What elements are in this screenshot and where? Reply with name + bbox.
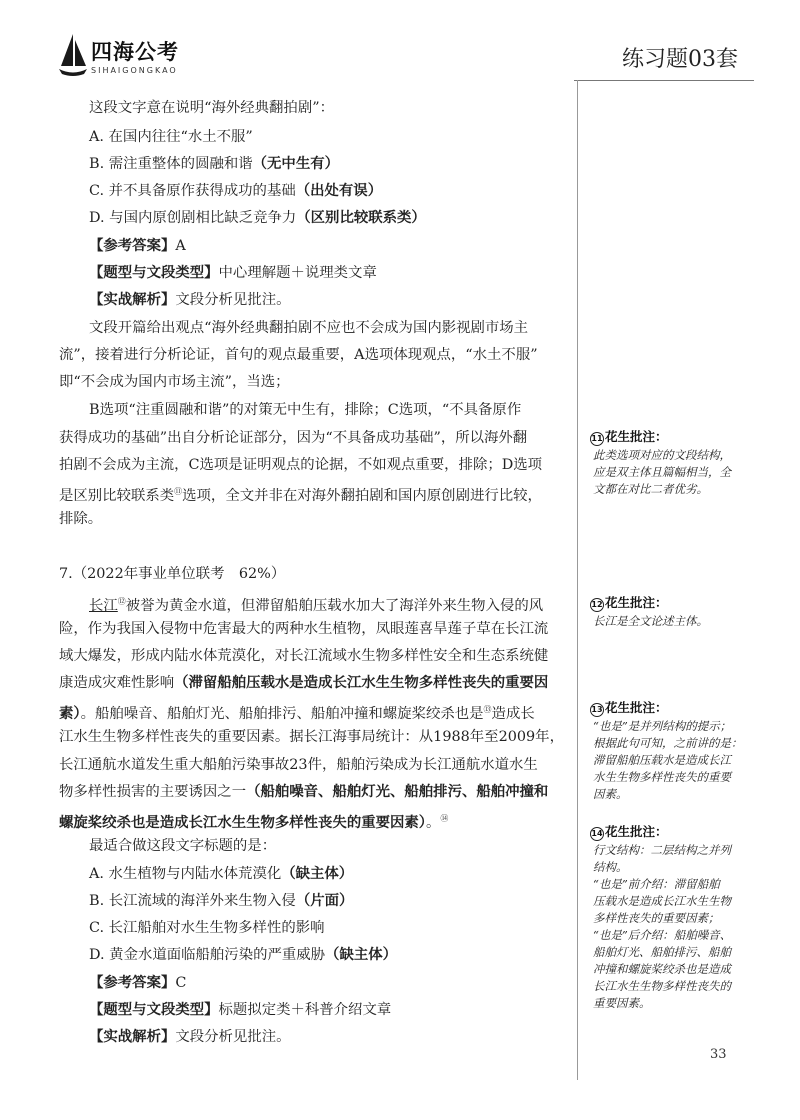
q7-analysis: 【实战解析】文段分析见批注。: [89, 1028, 291, 1045]
brand-name: 四海公考: [91, 40, 179, 64]
note-13-title: 13 花生批注：: [591, 700, 668, 715]
q7-option-b: B. 长江流域的海洋外来生物入侵（片面）: [89, 892, 354, 909]
note-14-line8: 冲撞和螺旋桨绞杀也是造成: [593, 962, 731, 976]
q7-para-line7: 长江通航水道发生重大船舶污染事故23件，船舶污染成为长江通航水道水生: [59, 757, 538, 773]
q7-heading: 7.（2022年事业单位联考 62%）: [59, 566, 286, 582]
q7-para-line4: 康造成灾难性影响（滞留船舶压载水是造成长江水生生物多样性丧失的重要因: [59, 674, 549, 691]
q6-para2-line3: 拍剧不会成为主流，C选项是证明观点的论据，不如观点重要，排除；D选项: [59, 457, 543, 473]
q6-answer: 【参考答案】A: [89, 237, 186, 254]
sailboat-logo-icon: [57, 32, 89, 78]
q7-para-line2: 险，作为我国入侵物中危害最大的两种水生植物，凤眼莲喜旱莲子草在长江流: [59, 621, 549, 637]
note-13-line3: 滞留船舶压载水是造成长江: [593, 753, 731, 767]
q6-para1-line1: 文段开篇给出观点“海外经典翻拍剧不应也不会成为国内影视剧市场主: [89, 320, 529, 336]
note-11-line2: 应是双主体且篇幅相当，全: [593, 465, 731, 479]
note-11-line1: 此类选项对应的文段结构，: [593, 448, 731, 462]
q7-para-line5: 素）。船舶噪音、船舶灯光、船舶排污、船舶冲撞和螺旋桨绞杀也是⑬造成长: [59, 704, 535, 722]
q6-analysis: 【实战解析】文段分析见批注。: [89, 291, 291, 308]
note-marker-11: ⑪: [174, 487, 183, 496]
q7-option-a: A. 水生植物与内陆水体荒漠化（缺主体）: [89, 865, 354, 882]
q6-option-b-tag: （无中生有）: [252, 155, 339, 172]
note-14-line3: “也是”前介绍：滞留船舶: [593, 877, 720, 891]
note-14-line4: 压载水是造成长江水生生物: [593, 894, 731, 908]
q6-option-d: D. 与国内原创剧相比缺乏竞争力（区别比较联系类）: [89, 209, 426, 226]
note-11-line3: 文都在对比二者优劣。: [593, 482, 708, 496]
q6-para2-line1: B选项“注重圆融和谐”的对策无中生有，排除；C选项，“不具备原作: [89, 402, 522, 418]
page-number: 33: [710, 1047, 727, 1062]
q6-option-b: B. 需注重整体的圆融和谐（无中生有）: [89, 155, 339, 172]
note-marker-13: ⑬: [483, 705, 492, 714]
note-11-title: 11 花生批注：: [591, 429, 668, 444]
q7-answer: 【参考答案】C: [89, 974, 187, 991]
note-marker-14: ⑭: [440, 814, 449, 823]
q6-option-c: C. 并不具备原作获得成功的基础（出处有误）: [89, 182, 383, 199]
q7-stem: 最适合做这段文字标题的是：: [89, 838, 277, 854]
q7-para-line8: 物多样性损害的主要诱因之一（船舶噪音、船舶灯光、船舶排污、船舶冲撞和: [59, 783, 549, 800]
q6-option-d-tag: （区别比较联系类）: [296, 209, 426, 226]
note-13-line2: 根据此句可知，之前讲的是：: [593, 736, 743, 750]
note-14-line5: 多样性丧失的重要因素；: [593, 911, 720, 925]
note-14-line10: 重要因素。: [593, 996, 651, 1010]
set-title: 练习题03套: [622, 47, 738, 72]
q6-option-a: A. 在国内往往“水土不服”: [89, 129, 253, 145]
margin-divider: [577, 80, 578, 1080]
note-12-line1: 长江是全文论述主体。: [593, 614, 708, 628]
q7-option-d: D. 黄金水道面临船舶污染的严重威胁（缺主体）: [89, 946, 398, 963]
q6-para2-line5: 排除。: [59, 511, 103, 527]
note-14-line1: 行文结构：二层结构之并列: [593, 843, 731, 857]
q7-para-line6: 江水生生物多样性丧失的重要因素。据长江海事局统计：从1988年至2009年，: [59, 729, 564, 745]
header-rule: [574, 80, 754, 81]
note-13-line5: 因素。: [593, 787, 628, 801]
note-marker-12: ⑫: [117, 597, 126, 606]
q6-para1-line3: 即“不会成为国内市场主流”，当选；: [59, 374, 290, 390]
q6-para2-line4: 是区别比较联系类⑪选项，全文并非在对海外翻拍剧和国内原创剧进行比较，: [59, 487, 542, 504]
brand-subtitle: SIHAIGONGKAO: [91, 66, 178, 75]
q6-para1-line2: 流”，接着进行分析论证，首句的观点最重要，A选项体现观点，“水土不服”: [59, 347, 538, 363]
q6-stem: 这段文字意在说明“海外经典翻拍剧”：: [89, 100, 334, 116]
note-12-title: 12 花生批注：: [591, 595, 668, 610]
q6-type: 【题型与文段类型】中心理解题＋说理类文章: [89, 264, 377, 281]
note-14-line6: “也是”后介绍：船舶噪音、: [593, 928, 732, 942]
note-14-title: 14 花生批注：: [591, 824, 668, 839]
note-13-line1: “也是”是并列结构的提示；: [593, 719, 732, 733]
q6-para2-line2: 获得成功的基础”出自分析论证部分，因为“不具备成功基础”，所以海外翻: [59, 430, 528, 446]
q7-para-line1: 长江⑫被誉为黄金水道，但滞留船舶压载水加大了海洋外来生物入侵的风: [89, 597, 544, 614]
q7-para-line9: 螺旋桨绞杀也是造成长江水生生物多样性丧失的重要因素）。⑭: [59, 813, 449, 831]
q7-option-c: C. 长江船舶对水生生物多样性的影响: [89, 920, 325, 936]
note-14-line7: 船舶灯光、船舶排污、船舶: [593, 945, 731, 959]
note-13-line4: 水生生物多样性丧失的重要: [593, 770, 731, 784]
q7-para-line3: 域大爆发，形成内陆水体荒漠化，对长江流域水生物多样性安全和生态系统健: [59, 648, 549, 664]
note-14-line9: 长江水生生物多样性丧失的: [593, 979, 731, 993]
brand-logo: [57, 30, 207, 82]
note-14-line2: 结构。: [593, 860, 628, 874]
q7-type: 【题型与文段类型】标题拟定类＋科普介绍文章: [89, 1001, 392, 1018]
q6-option-c-tag: （出处有误）: [295, 182, 383, 199]
